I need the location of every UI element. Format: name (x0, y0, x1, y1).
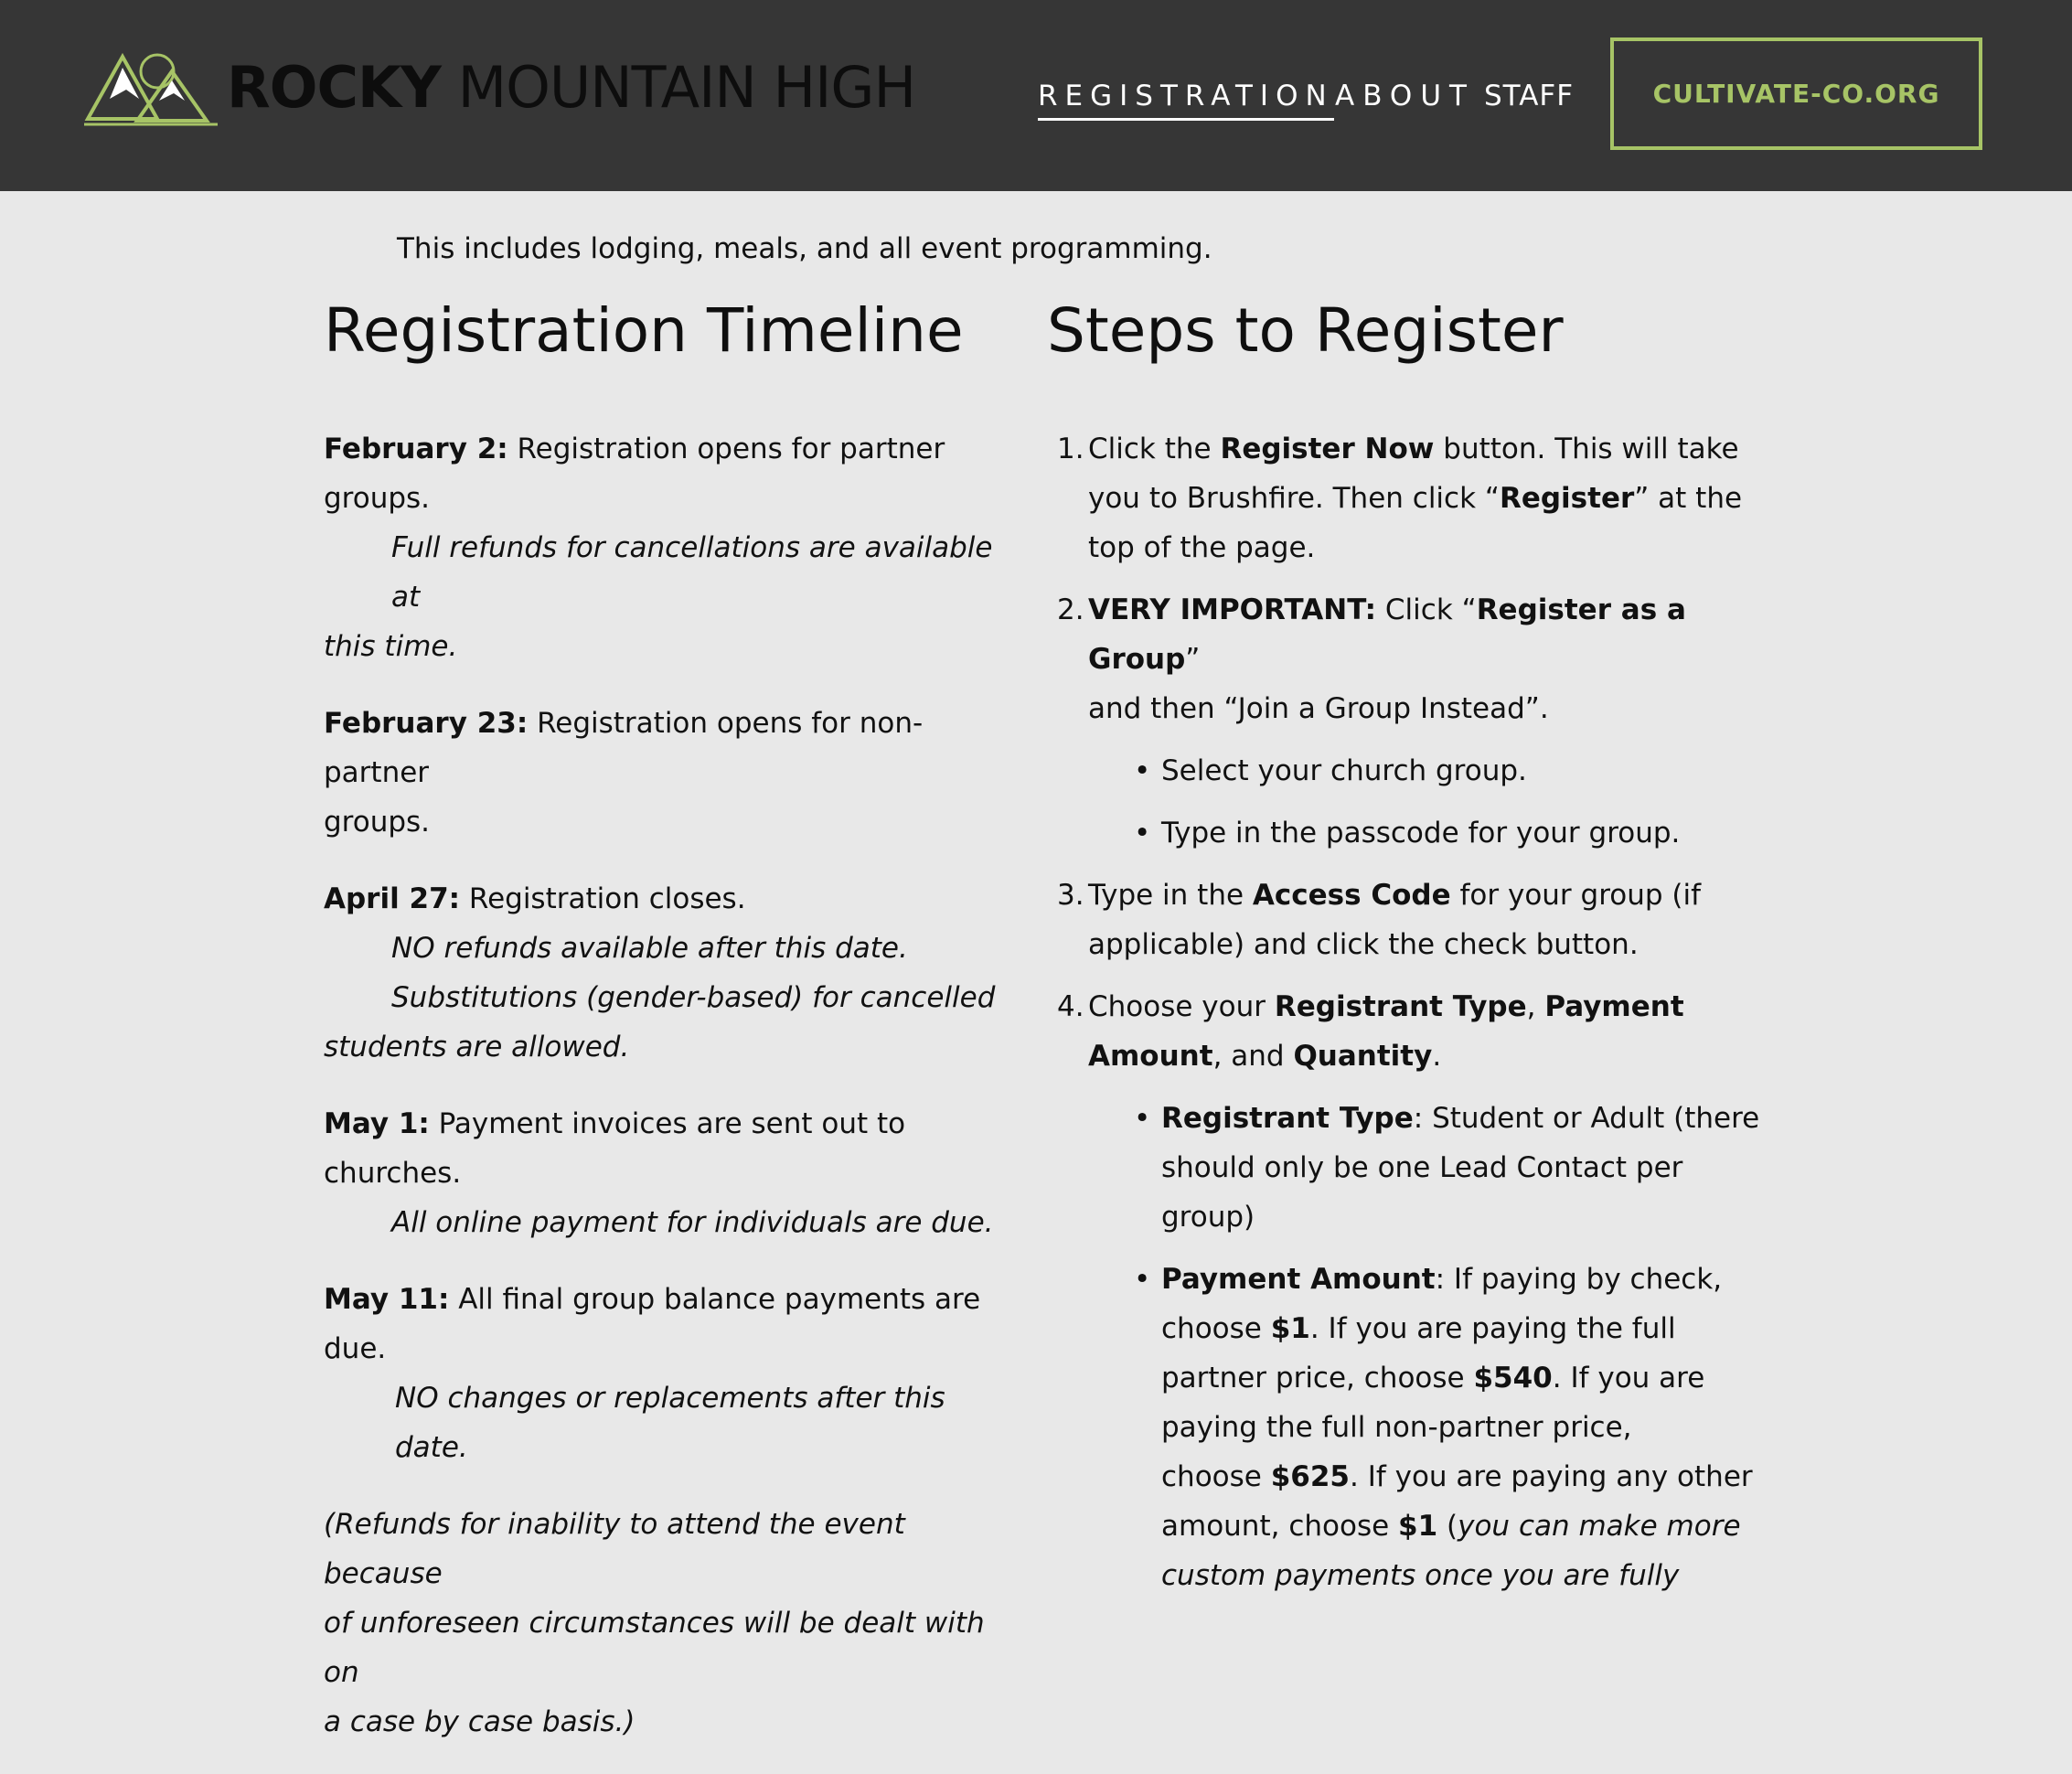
price-value: $1 (1398, 1510, 1438, 1543)
timeline-text: Registration closes. (460, 882, 746, 915)
bullet-dot: • (1134, 817, 1151, 850)
nav-staff[interactable]: STAFF (1484, 80, 1575, 112)
bullet-text: Type in the passcode for your group. (1161, 817, 1681, 850)
bullet-bold: Registrant Type (1161, 1102, 1414, 1135)
timeline-note: All online payment for individuals are due. (391, 1206, 994, 1239)
bullet-text: amount, choose (1161, 1510, 1399, 1543)
step-1 (1057, 424, 1769, 572)
step-3 (1057, 871, 1769, 969)
bullet-item (1134, 746, 1769, 796)
timeline-note: Full refunds for cancellations are available at (391, 531, 993, 614)
bullet-text: partner price, choose (1161, 1362, 1474, 1395)
brand-light: MOUNTAIN HIGH (457, 54, 916, 121)
bullet-text: Select your church group. (1161, 754, 1527, 787)
refund-footnote (324, 1500, 1014, 1747)
step-text: button. This will take (1434, 433, 1739, 465)
timeline-feb23 (324, 699, 1014, 847)
nav-about[interactable]: ABOUT (1335, 80, 1475, 112)
steps-heading: Steps to Register (1047, 295, 1564, 366)
bullet-italic: you can make more (1458, 1510, 1741, 1543)
date-label: May 11: (324, 1283, 450, 1316)
step-number: 4. (1057, 990, 1084, 1023)
step-bold: Payment (1544, 990, 1684, 1023)
bullet-text: choose (1161, 1312, 1271, 1345)
mountain-logo-icon[interactable] (82, 48, 219, 126)
step-number: 3. (1057, 879, 1084, 912)
timeline-note: NO refunds available after this date. (391, 932, 908, 965)
bullet-text: group) (1161, 1201, 1255, 1234)
bullet-dot: • (1134, 1102, 1151, 1135)
bullet-text: . If you are (1552, 1362, 1705, 1395)
step-text: top of the page. (1088, 531, 1316, 564)
bullet-text: . If you are paying the full (1309, 1312, 1676, 1345)
bullet-text: : Student or Adult (there (1413, 1102, 1760, 1135)
step-text: . (1432, 1040, 1442, 1073)
step-text: Click the (1088, 433, 1221, 465)
bullet-text: ( (1437, 1510, 1458, 1543)
brand-wordmark[interactable] (227, 53, 915, 123)
step-number: 1. (1057, 433, 1084, 465)
timeline-text: Registration opens for non-partner (324, 707, 924, 789)
timeline-column (324, 424, 1014, 1774)
step-bold: Register as a Group (1088, 593, 1686, 676)
step-bold: Registrant Type (1274, 990, 1527, 1023)
step-bold: Access Code (1252, 879, 1451, 912)
step-text: , (1526, 990, 1545, 1023)
step-text: Type in the (1088, 879, 1253, 912)
date-label: February 2: (324, 433, 508, 465)
bullet-item (1134, 1255, 1769, 1600)
intro-text: This includes lodging, meals, and all event programming. (397, 232, 1212, 265)
site-header (0, 0, 2072, 191)
price-value: $625 (1270, 1460, 1350, 1493)
bullet-item (1134, 1094, 1769, 1242)
bullet-text: . If you are paying any other (1349, 1460, 1753, 1493)
step-text: for your group (if (1450, 879, 1702, 912)
step-text: Click “ (1376, 593, 1477, 626)
step-text: , and (1212, 1040, 1294, 1073)
brand-bold: ROCKY (227, 54, 441, 121)
timeline-may11 (324, 1275, 1014, 1472)
timeline-note: Substitutions (gender-based) for cancelled (391, 981, 996, 1014)
price-value: $1 (1270, 1312, 1310, 1345)
footnote-line: (Refunds for inability to attend the event because (324, 1508, 905, 1590)
step-bold: Quantity (1293, 1040, 1433, 1073)
timeline-text: Registration opens for partner groups. (324, 433, 945, 515)
bullet-dot: • (1134, 754, 1151, 787)
timeline-text: All final group balance payments are due. (324, 1283, 981, 1365)
timeline-text: Payment invoices are sent out to churches. (324, 1107, 906, 1190)
step-text: ” at the (1634, 482, 1743, 515)
step-text: Choose your (1088, 990, 1275, 1023)
footnote-line: a case by case basis.) (324, 1705, 635, 1738)
timeline-feb2 (324, 424, 1014, 671)
bullet-text: : If paying by check, (1435, 1263, 1723, 1296)
bullet-italic: custom payments once you are fully (1161, 1559, 1680, 1592)
timeline-may1 (324, 1099, 1014, 1247)
timeline-note: this time. (324, 630, 458, 663)
cultivate-button[interactable]: CULTIVATE-CO.ORG (1610, 37, 1982, 150)
step-4 (1057, 982, 1769, 1600)
footnote-line: of unforeseen circumstances will be dealt with on (324, 1607, 985, 1689)
step-text: and then “Join a Group Instead”. (1088, 692, 1549, 725)
timeline-note: students are allowed. (324, 1031, 630, 1063)
steps-column (1057, 424, 1769, 1613)
step-text: applicable) and click the check button. (1088, 928, 1639, 961)
timeline-note: NO changes or replacements after this date. (395, 1382, 945, 1464)
bullet-bold: Payment Amount (1161, 1263, 1436, 1296)
date-label: May 1: (324, 1107, 430, 1140)
step-text: ” (1185, 643, 1201, 676)
timeline-apr27 (324, 874, 1014, 1072)
timeline-text: groups. (324, 806, 431, 839)
date-label: April 27: (324, 882, 461, 915)
bullet-dot: • (1134, 1263, 1151, 1296)
bullet-text: choose (1161, 1460, 1271, 1493)
date-label: February 23: (324, 707, 529, 740)
bullet-text: should only be one Lead Contact per (1161, 1151, 1683, 1184)
nav-registration[interactable]: REGISTRATION (1038, 78, 1334, 121)
bullet-item (1134, 808, 1769, 858)
step-text: you to Brushfire. Then click “ (1088, 482, 1500, 515)
step-bold: VERY IMPORTANT: (1088, 593, 1377, 626)
step-number: 2. (1057, 593, 1084, 626)
price-value: $540 (1473, 1362, 1553, 1395)
step-bold: Amount (1088, 1040, 1213, 1073)
bullet-text: paying the full non-partner price, (1161, 1411, 1632, 1444)
timeline-heading: Registration Timeline (324, 295, 964, 366)
step-bold: Register Now (1220, 433, 1435, 465)
step-bold: Register (1499, 482, 1635, 515)
step-2 (1057, 585, 1769, 858)
